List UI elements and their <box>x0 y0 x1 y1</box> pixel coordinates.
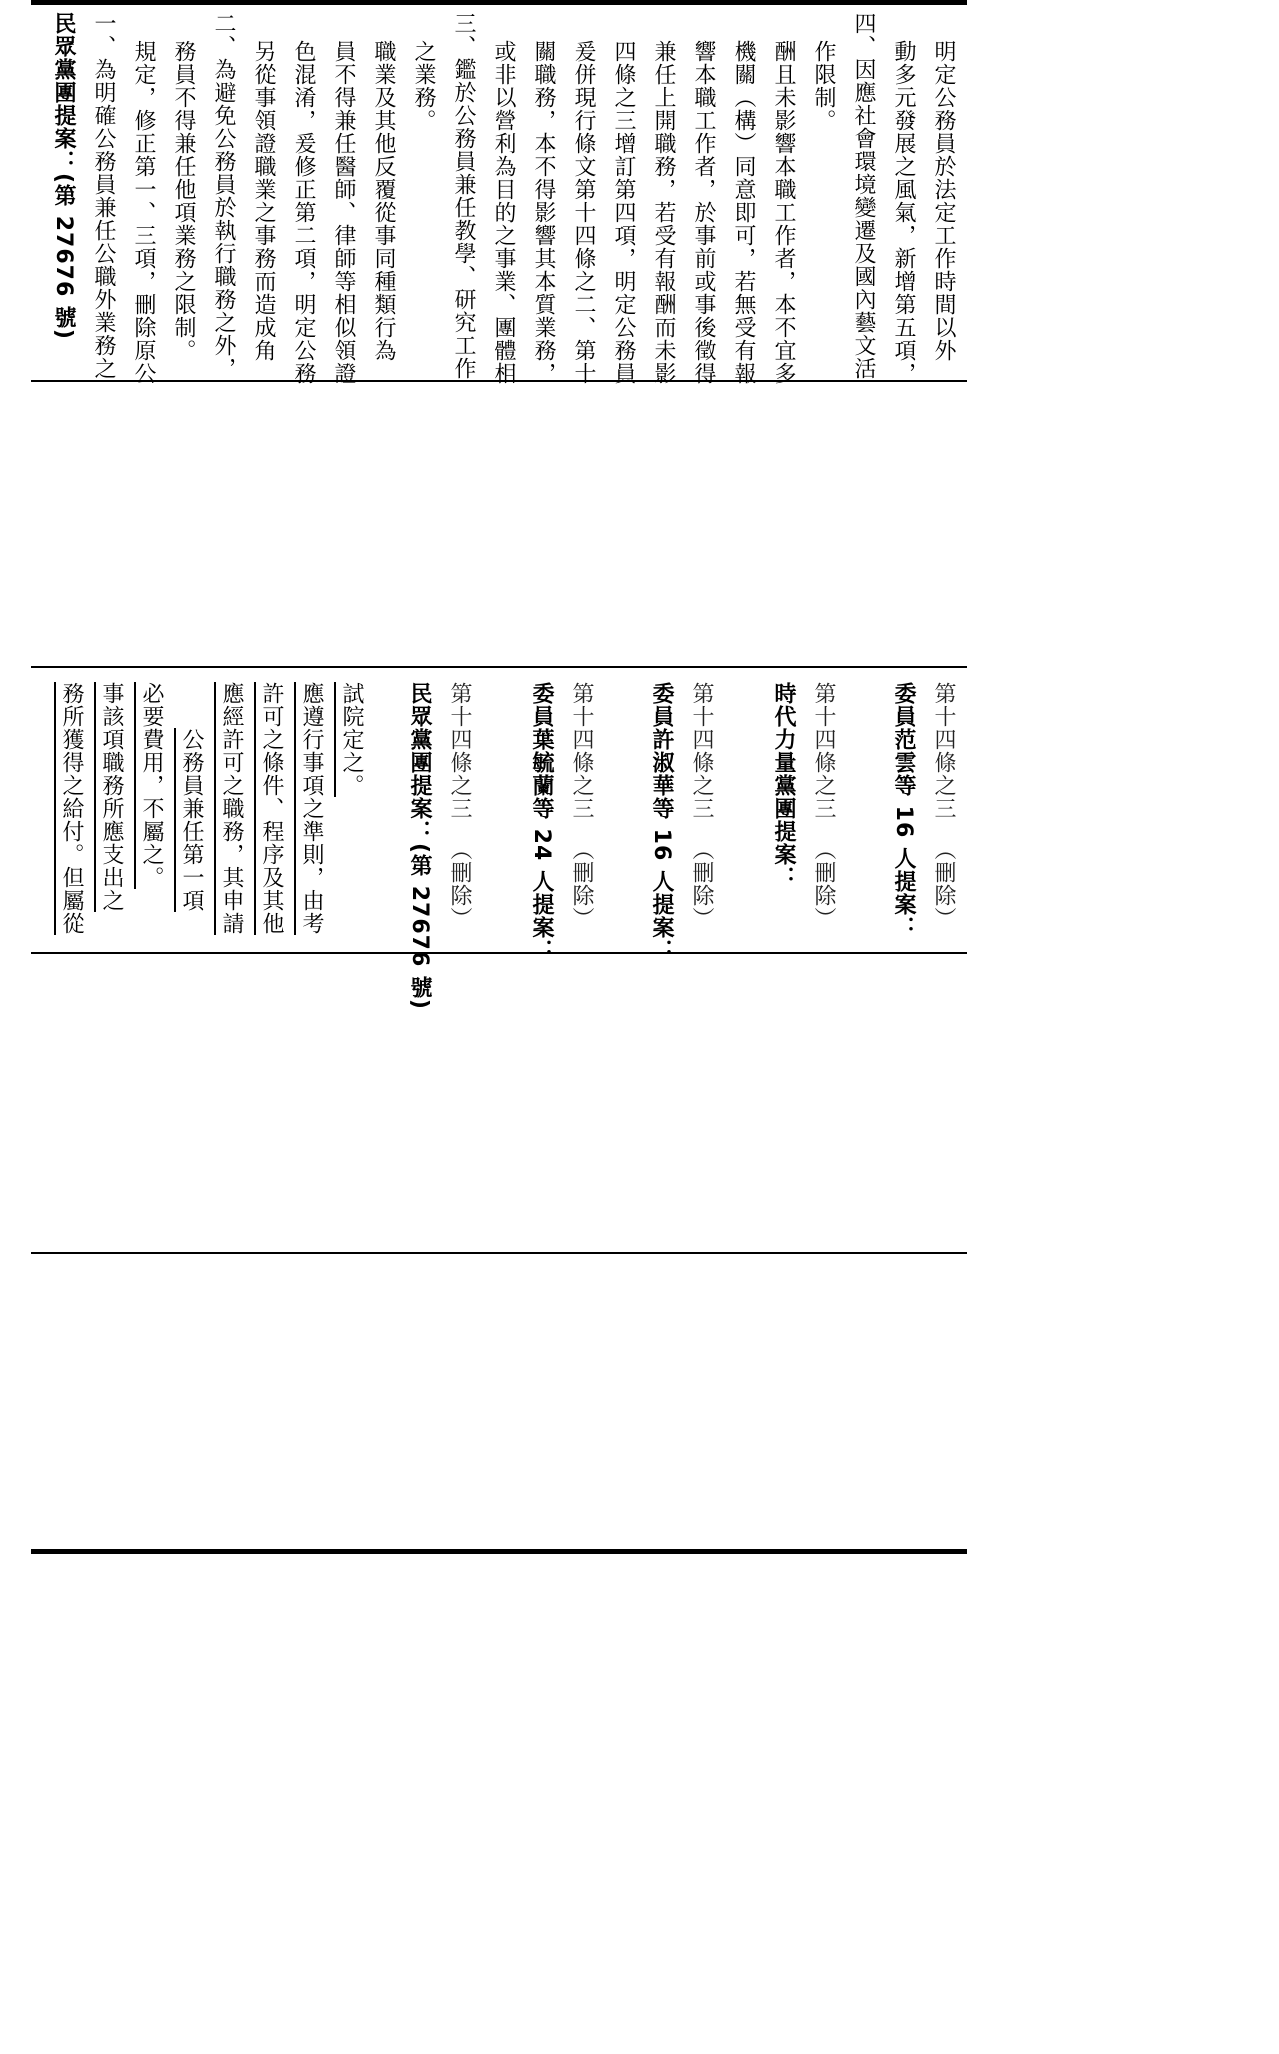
row-divider-3 <box>31 952 967 954</box>
amendment-line: 試院定之。 <box>339 682 364 797</box>
explanation-line: 爰併現行條文第十四條之二、第十 <box>571 40 596 385</box>
explanation-line: 二、為避免公務員於執行職務之外， <box>211 12 236 380</box>
explanation-line: 作限制。 <box>811 40 836 132</box>
proposal-article: 第十四條之三 <box>931 682 956 820</box>
explanation-line: 動多元發展之風氣，新增第五項， <box>891 40 916 385</box>
proposal-article: 第十四條之三 <box>811 682 836 820</box>
proposal-heading: 委員許淑華等 16 人提案： <box>649 682 674 962</box>
proposal-article: 第十四條之三 <box>447 682 472 820</box>
proposal-note: （刪除） <box>569 838 594 930</box>
explanation-line: 色混淆，爰修正第二項，明定公務 <box>291 40 316 385</box>
proposal-heading: 委員葉毓蘭等 24 人提案： <box>529 682 554 962</box>
explanation-line: 明定公務員於法定工作時間以外 <box>931 40 956 362</box>
explanation-line: 四條之三增訂第四項，明定公務員 <box>611 40 636 385</box>
explanation-line: 兼任上開職務，若受有報酬而未影 <box>651 40 676 385</box>
amendment-line: 應經許可之職務，其申請 <box>219 682 244 935</box>
amendment-line: 許可之條件、程序及其他 <box>259 682 284 935</box>
top-cell-heading: 民眾黨團提案：(第 27676 號) <box>51 12 76 340</box>
explanation-line: 員不得兼任醫師、律師等相似領證 <box>331 40 356 385</box>
explanation-line: 另從事領證職業之事務而造成角 <box>251 40 276 362</box>
amendment-line: 必要費用，不屬之。 <box>139 682 164 889</box>
amendment-line: 務所獲得之給付。但屬從 <box>59 682 84 935</box>
amendment-line: 應遵行事項之準則，由考 <box>299 682 324 935</box>
proposal-note: （刪除） <box>689 838 714 930</box>
proposal-heading: 民眾黨團提案：(第 27676 號) <box>407 682 432 1010</box>
explanation-line: 一、為明確公務員兼任公職外業務之 <box>91 12 116 380</box>
explanation-line: 之業務。 <box>411 40 436 132</box>
explanation-line: 關職務，本不得影響其本質業務， <box>531 40 556 385</box>
explanation-line: 三、鑑於公務員兼任教學、研究工作 <box>451 12 476 380</box>
explanation-line: 機關（構）同意即可，若無受有報 <box>731 40 756 385</box>
explanation-line: 四、因應社會環境變遷及國內藝文活 <box>851 12 876 380</box>
explanation-line: 酬且未影響本職工作者，本不宜多 <box>771 40 796 385</box>
proposal-heading: 時代力量黨團提案： <box>771 682 796 889</box>
top-border <box>31 0 967 5</box>
proposal-note: （刪除） <box>811 838 836 930</box>
explanation-line: 或非以營利為目的之事業、團體相 <box>491 40 516 385</box>
proposal-article: 第十四條之三 <box>569 682 594 820</box>
explanation-line: 務員不得兼任他項業務之限制。 <box>171 40 196 362</box>
bottom-border <box>31 1549 967 1554</box>
row-divider-2 <box>31 666 967 668</box>
amendment-line: 事該項職務所應支出之 <box>99 682 124 912</box>
proposal-heading: 委員范雲等 16 人提案： <box>891 682 916 939</box>
explanation-line: 職業及其他反覆從事同種類行為 <box>371 40 396 362</box>
explanation-line: 響本職工作者，於事前或事後徵得 <box>691 40 716 385</box>
explanation-line: 規定，修正第一、三項，刪除原公 <box>131 40 156 385</box>
proposal-note: （刪除） <box>447 838 472 930</box>
proposal-note: （刪除） <box>931 838 956 930</box>
row-divider-4 <box>31 1252 967 1254</box>
amendment-line: 公務員兼任第一項 <box>179 728 204 912</box>
proposal-article: 第十四條之三 <box>689 682 714 820</box>
